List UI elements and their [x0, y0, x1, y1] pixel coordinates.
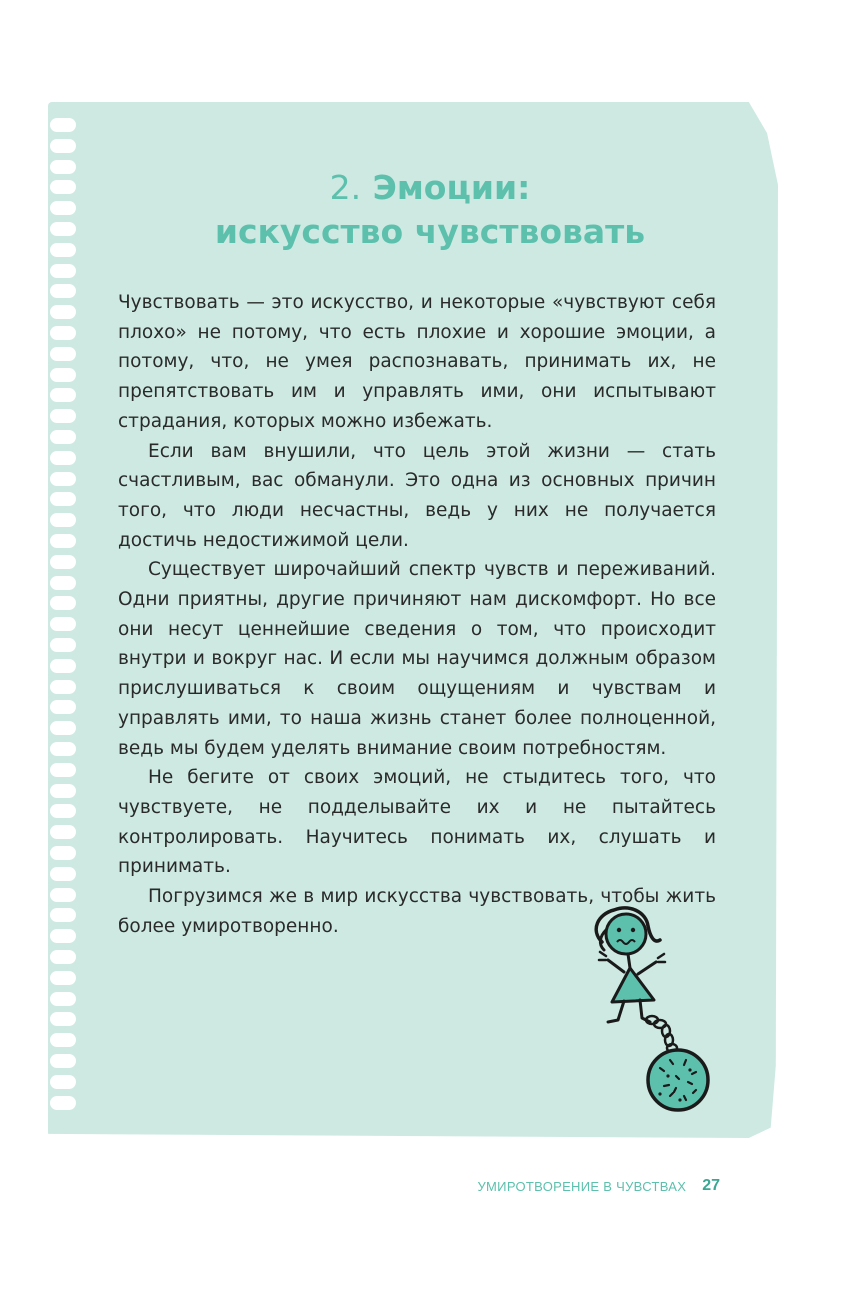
chapter-title — [160, 166, 700, 254]
chapter-title-line1 — [160, 166, 700, 210]
binding-hole — [50, 908, 76, 922]
stick-figure-chained-to-ball-icon — [580, 900, 730, 1120]
binding-hole — [50, 388, 76, 402]
body-text — [118, 288, 716, 941]
binding-hole — [50, 1075, 76, 1089]
binding-hole — [50, 992, 76, 1006]
binding-hole — [50, 742, 76, 756]
binding-hole — [50, 284, 76, 298]
binding-hole — [50, 534, 76, 548]
binding-hole — [50, 451, 76, 465]
binding-hole — [50, 305, 76, 319]
paragraph: Существует широчайший спектр чувств и переживаний. Одни приятны, другие причиняют нам дискомфорт. Но все они несут ценнейшие сведения о том, что происходит внутри и вокруг нас. И если мы научимся должным образом прислушиваться к своим ощущениям и чувствам и управлять ими, то наша жизнь станет более полноценной, ведь мы будем уделять внимание своим потребностям. — [118, 559, 716, 759]
binding-hole — [50, 264, 76, 278]
binding-hole — [50, 617, 76, 631]
chapter-title-main: Эмоции: — [372, 168, 531, 207]
paragraph: Погрузимся же в мир искусства чувствовать, чтобы жить более умиротворенно. — [118, 886, 716, 937]
running-title: УМИРОТВОРЕНИЕ В ЧУВСТВАХ — [477, 1178, 687, 1194]
binding-hole — [50, 139, 76, 153]
binding-hole — [50, 160, 76, 174]
binding-hole — [50, 118, 76, 132]
page-footer — [430, 1172, 720, 1200]
binding-hole — [50, 950, 76, 964]
binding-hole — [50, 1054, 76, 1068]
binding-hole — [50, 971, 76, 985]
binding-hole — [50, 430, 76, 444]
binding-hole — [50, 201, 76, 215]
binding-hole — [50, 1012, 76, 1026]
binding-hole — [50, 929, 76, 943]
binding-hole — [50, 1096, 76, 1110]
binding-hole — [50, 888, 76, 902]
binding-hole — [50, 555, 76, 569]
binding-hole — [50, 825, 76, 839]
binding-hole — [50, 1033, 76, 1047]
binding-hole — [50, 700, 76, 714]
binding-hole — [50, 846, 76, 860]
binding-hole — [50, 763, 76, 777]
binding-hole — [50, 638, 76, 652]
binding-hole — [50, 867, 76, 881]
binding-hole — [50, 804, 76, 818]
chapter-number: 2. — [329, 168, 362, 207]
binding-hole — [50, 784, 76, 798]
binding-hole — [50, 596, 76, 610]
binding-hole — [50, 492, 76, 506]
binding-hole — [50, 347, 76, 361]
spiral-binding-holes — [44, 108, 84, 1128]
paragraph: Не бегите от своих эмоций, не стыдитесь того, что чувствуете, не подделывайте их и не пытайтесь контролировать. Научитесь понимать их, слушать и принимать. — [118, 767, 716, 878]
binding-hole — [50, 222, 76, 236]
binding-hole — [50, 472, 76, 486]
page-number: 27 — [702, 1177, 720, 1194]
paragraph: Если вам внушили, что цель этой жизни — стать счастливым, вас обманули. Это одна из основных причин того, что люди несчастны, ведь у них не получается достичь недостижимой цели. — [118, 440, 716, 551]
binding-hole — [50, 180, 76, 194]
binding-hole — [50, 680, 76, 694]
binding-hole — [50, 368, 76, 382]
binding-hole — [50, 326, 76, 340]
binding-hole — [50, 721, 76, 735]
chapter-subtitle: искусство чувствовать — [214, 212, 646, 251]
binding-hole — [50, 409, 76, 423]
binding-hole — [50, 576, 76, 590]
binding-hole — [50, 513, 76, 527]
binding-hole — [50, 243, 76, 257]
binding-hole — [50, 659, 76, 673]
paragraph: Чувствовать — это искусство, и некоторые «чувствуют себя плохо» не потому, что есть плохие и хорошие эмоции, а потому, что, не умея распознавать, принимать их, не препятствовать им и управлять ими, они испытывают страдания, которых можно избежать. — [118, 292, 716, 432]
